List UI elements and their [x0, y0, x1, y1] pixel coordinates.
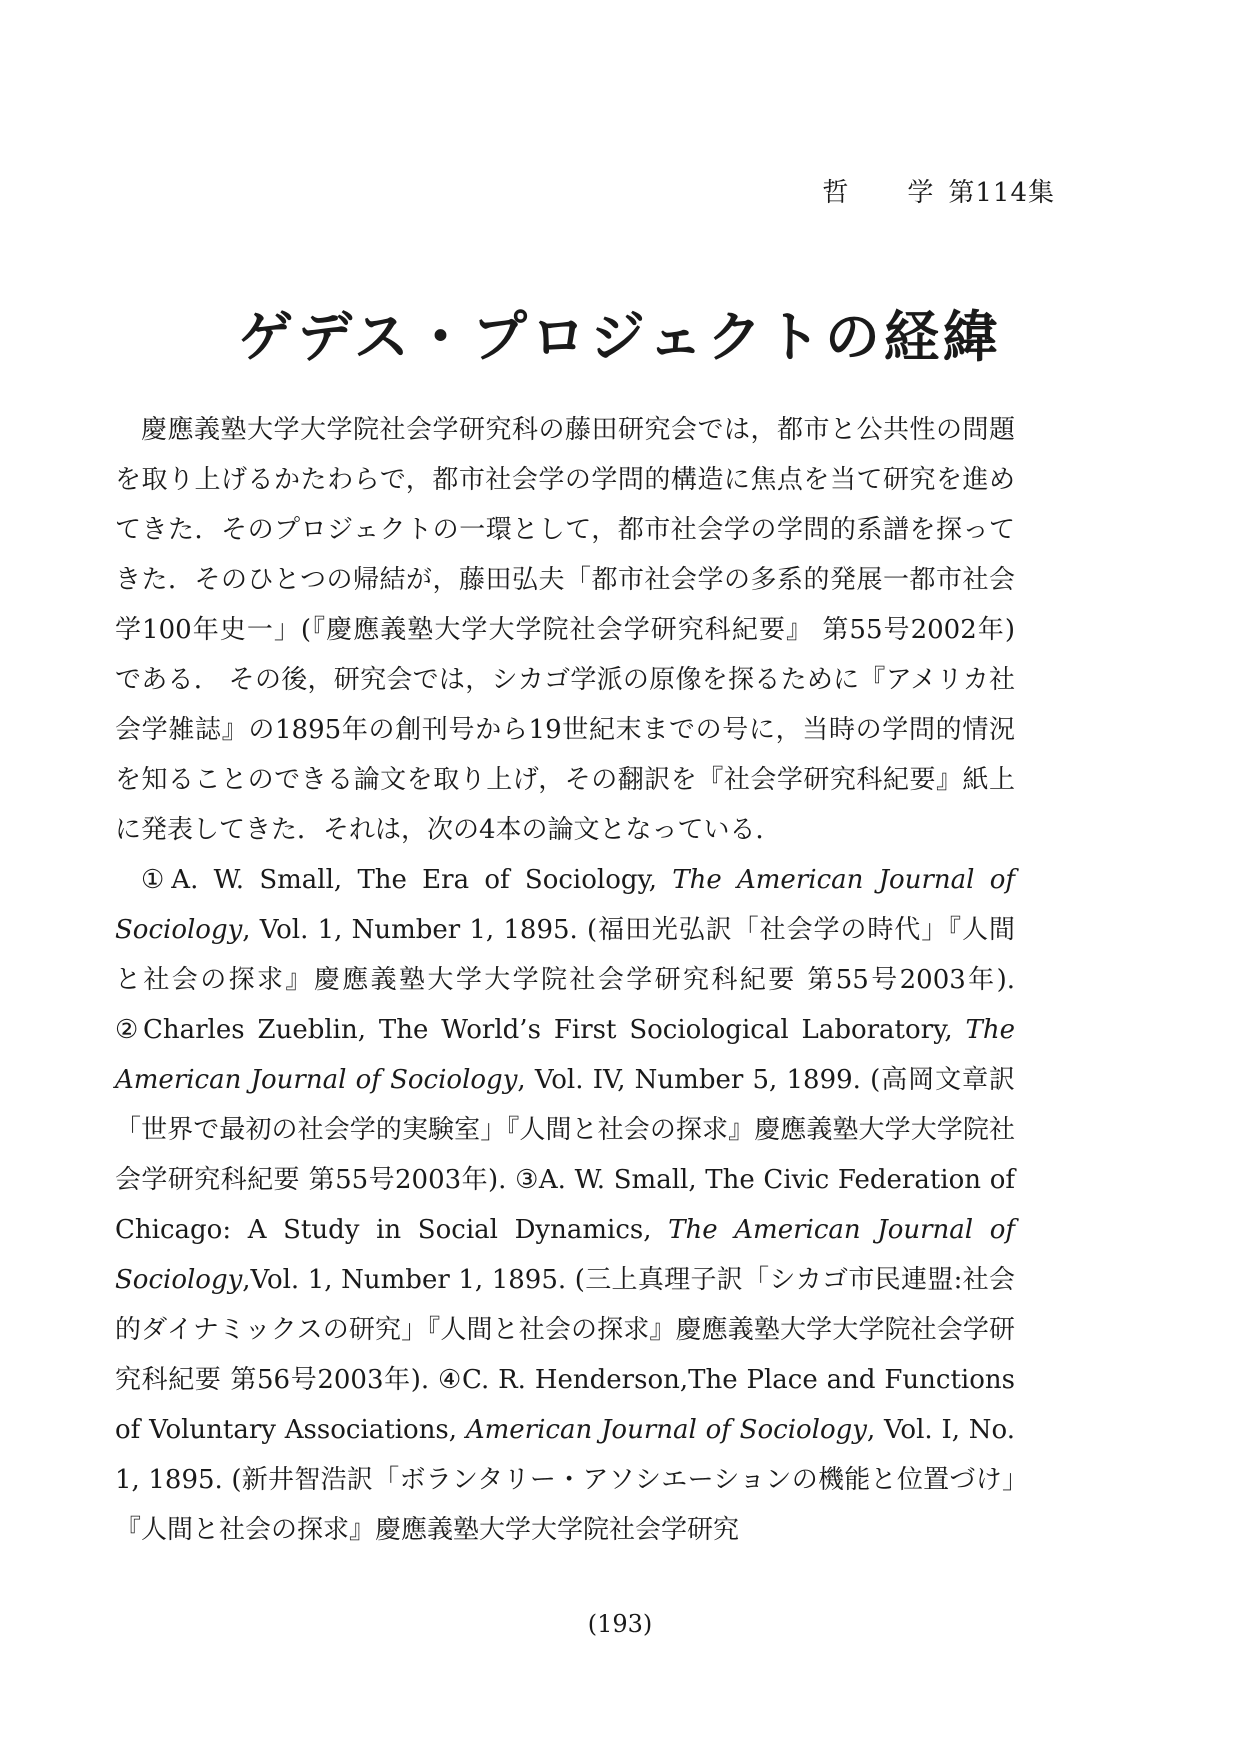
header-part-1: 哲 — [822, 178, 850, 208]
paragraph-intro: 慶應義塾大学大学院社会学研究科の藤田研究会では，都市と公共性の問題を取り上げるかたわらで，都市社会学の学問的構造に焦点を当て研究を進めてきた．そのプロジェクトの一環として，都市社会学の学問的系譜を探ってきた．そのひとつの帰結が，藤田弘夫「都市社会学の多系的発展一都市社会学100年史一」(『慶應義塾大学大学院社会学研究科紀要』 第55号2002年) である． その後，研究会では，シカゴ学派の原像を探るために『アメリカ社会学雑誌』の1895年の創刊号から19世紀末までの号に，当時の学問的情況を知ることのできる論文を取り上げ，その翻訳を『社会学研究科紀要』紙上に発表してきた．それは，次の4本の論文となっている． — [115, 415, 1015, 845]
ref-text-1: ①A. W. Small, The Era of Sociology, — [141, 865, 673, 895]
ref-text-2: , Vol. 1, Number 1, 1895. (福田光弘訳「社会学の時代」『人間と社会の探求』慶應義塾大学大学院社会学研究科紀要 第55号2003年). ②Charles Zueblin, The World’s First Sociological Laboratory, — [115, 915, 1015, 1045]
article-body — [115, 405, 1015, 1555]
header-volume: 第114集 — [948, 178, 1055, 208]
paragraph-references — [115, 855, 1015, 1555]
header-part-2: 学 — [907, 178, 935, 208]
journal-title-1: The American Journal of Sociology — [115, 865, 1015, 945]
article-title: ゲデス・プロジェクトの経緯 — [238, 305, 1002, 369]
ref-text-4: ,Vol. 1, Number 1, 1895. (三上真理子訳「シカゴ市民連盟:社会的ダイナミックスの研究」『人間と社会の探求』慶應義塾大学大学院社会学研究科紀要 第56号2003年). ④C. R. Henderson,The Place and Functions of Voluntary Associations, — [115, 1265, 1015, 1445]
journal-title-4: American Journal of Sociology — [465, 1415, 867, 1445]
journal-title-2: The American Journal of Sociology — [115, 1015, 1015, 1095]
journal-title-3: The American Journal of Sociology — [115, 1215, 1015, 1295]
running-header — [822, 172, 1055, 209]
page-number: (193) — [587, 1610, 653, 1638]
ref-text-3: , Vol. IV, Number 5, 1899. (高岡文章訳「世界で最初の社会学的実験室」『人間と社会の探求』慶應義塾大学大学院社会学研究科紀要 第55号2003年). ③A. W. Small, The Civic Federation of Chicago: A Study in Social Dynamics, — [115, 1065, 1016, 1245]
ref-text-5: , Vol. I, No. 1, 1895. (新井智浩訳「ボランタリー・アソシエーションの機能と位置づけ」『人間と社会の探求』慶應義塾大学大学院社会学研究 — [115, 1415, 1016, 1545]
